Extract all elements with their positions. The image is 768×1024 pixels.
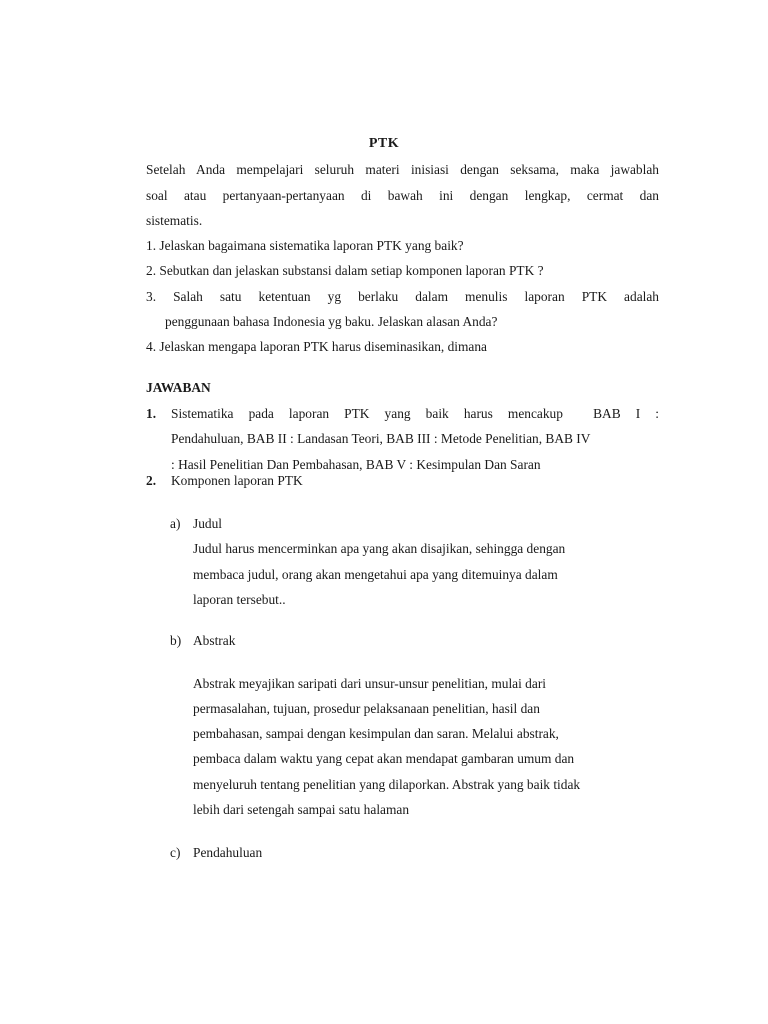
answer-1-line-2: Pendahuluan, BAB II : Landasan Teori, BAB III : Metode Penelitian, BAB IV xyxy=(171,431,591,446)
question-3-line-2: penggunaan bahasa Indonesia yg baku. Jelaskan alasan Anda? xyxy=(165,314,498,329)
item-a-line-2: membaca judul, orang akan mengetahui apa yang ditemuinya dalam xyxy=(193,567,558,582)
answer-1-line-1: Sistematika pada laporan PTK yang baik harus mencakup BAB I : xyxy=(171,406,659,421)
answer-2-text: Komponen laporan PTK xyxy=(171,473,303,488)
item-b-line-3: pembahasan, sampai dengan kesimpulan dan saran. Melalui abstrak, xyxy=(193,726,559,741)
answer-1-number: 1. xyxy=(146,406,157,421)
answer-1-line-3: : Hasil Penelitian Dan Pembahasan, BAB V : Kesimpulan Dan Saran xyxy=(171,457,541,472)
item-b-line-1: Abstrak meyajikan saripati dari unsur-unsur penelitian, mulai dari xyxy=(193,676,546,691)
item-a-line-3: laporan tersebut.. xyxy=(193,592,286,607)
item-b-line-4: pembaca dalam waktu yang cepat akan mendapat gambaran umum dan xyxy=(193,751,575,766)
item-c-heading: Pendahuluan xyxy=(193,845,263,860)
item-b-line-6: lebih dari setengah sampai satu halaman xyxy=(193,802,410,817)
question-3-line-1: 3. Salah satu ketentuan yg berlaku dalam menulis laporan PTK adalah xyxy=(146,289,659,304)
page-title: PTK xyxy=(368,136,400,151)
item-b-line-5: menyeluruh tentang penelitian yang dilaporkan. Abstrak yang baik tidak xyxy=(193,777,581,792)
item-a-heading: Judul xyxy=(193,516,223,531)
item-c-marker: c) xyxy=(170,845,181,860)
item-b-marker: b) xyxy=(170,633,182,648)
question-1: 1. Jelaskan bagaimana sistematika laporan PTK yang baik? xyxy=(146,238,464,253)
intro-line-2: soal atau pertanyaan-pertanyaan di bawah ini dengan lengkap, cermat dan xyxy=(146,188,659,203)
item-a-marker: a) xyxy=(170,516,181,531)
item-b-heading: Abstrak xyxy=(193,633,236,648)
question-2: 2. Sebutkan dan jelaskan substansi dalam setiap komponen laporan PTK ? xyxy=(146,263,544,278)
item-b-line-2: permasalahan, tujuan, prosedur pelaksanaan penelitian, hasil dan xyxy=(193,701,540,716)
item-a-line-1: Judul harus mencerminkan apa yang akan disajikan, sehingga dengan xyxy=(193,541,566,556)
answers-heading: JAWABAN xyxy=(146,380,211,395)
answer-2-number: 2. xyxy=(146,473,157,488)
question-4: 4. Jelaskan mengapa laporan PTK harus diseminasikan, dimana xyxy=(146,339,487,354)
intro-line-1: Setelah Anda mempelajari seluruh materi inisiasi dengan seksama, maka jawablah xyxy=(146,162,659,177)
intro-line-3: sistematis. xyxy=(146,213,203,228)
